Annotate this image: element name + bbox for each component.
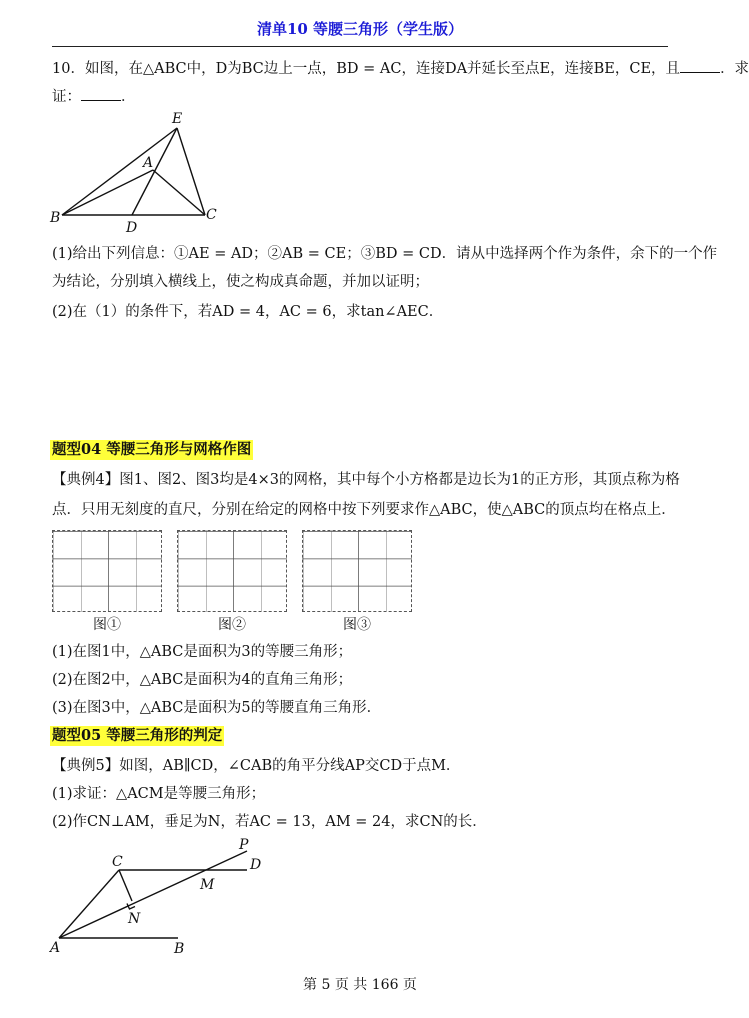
example4-line1: 【典例4】图1、图2、图3均是4×3的网格，其中每个小方格都是边长为1的正方形，其顶点称为格 <box>52 472 680 488</box>
segment-ec <box>177 128 205 215</box>
q10-part1-line1: (1)给出下列信息：①AE = AD；②AB = CE；③BD = CD．请从中选择两个作为条件，余下的一个作 <box>52 246 718 262</box>
example5-item2: (2)作CN⊥AM，垂足为N，若AC = 13，AM = 24，求CN的长． <box>52 814 487 830</box>
q10-part1-line2: 为结论，分别填入横线上，使之构成真命题，并加以证明； <box>52 274 429 290</box>
example5-line1: 【典例5】如图，AB∥CD，∠CAB的角平分线AP交CD于点M． <box>52 758 461 774</box>
label-d: D <box>126 220 138 236</box>
label-e: E <box>172 111 183 127</box>
label-c: C <box>206 207 217 223</box>
label-a: A <box>143 155 154 171</box>
example4-item2: (2)在图2中，△ABC是面积为4的直角三角形； <box>52 672 353 688</box>
example4-line2: 点．只用无刻度的直尺，分别在给定的网格中按下列要求作△ABC，使△ABC的顶点均在格点上． <box>52 502 676 518</box>
grid-caption-3: 图③ <box>343 617 371 633</box>
label-b: B <box>50 210 61 226</box>
grid-figure-2[interactable] <box>177 530 287 612</box>
segment-be <box>62 128 177 215</box>
grid-figure-3[interactable] <box>302 530 412 612</box>
example4-item1: (1)在图1中，△ABC是面积为3的等腰三角形； <box>52 644 353 660</box>
segment-ba <box>62 170 153 215</box>
label-a2: A <box>50 940 61 956</box>
q10-text-line1: 10．如图，在△ABC中，D为BC边上一点，BD = AC，连接DA并延长至点E，连接BE，CE，且 <box>52 61 681 77</box>
q10-text-line2: 证： <box>52 89 81 105</box>
header-divider <box>52 46 668 47</box>
example5-item1: (1)求证：△ACM是等腰三角形； <box>52 786 266 802</box>
label-d2: D <box>250 857 262 873</box>
q10-geometry-figure <box>40 105 240 240</box>
q10-line1 <box>52 58 749 79</box>
section05-title: 题型05 等腰三角形的判定 <box>52 727 223 744</box>
grid-caption-2: 图② <box>218 617 246 633</box>
q10-text-line1-end: ．求 <box>720 61 749 77</box>
section04-title: 题型04 等腰三角形与网格作图 <box>52 441 252 458</box>
grid-figure-1[interactable] <box>52 530 162 612</box>
q10-blank-condition[interactable] <box>680 58 720 73</box>
q10-part2: (2)在（1）的条件下，若AD = 4，AC = 6，求tan∠AEC． <box>52 304 444 320</box>
label-p: P <box>239 837 249 853</box>
example5-geometry-figure <box>40 835 280 960</box>
label-b2: B <box>174 941 185 957</box>
segment-ap <box>59 851 247 938</box>
label-n: N <box>128 911 141 927</box>
segment-cn <box>119 870 132 901</box>
segment-ac <box>59 870 119 938</box>
page-header-title: 清单10 等腰三角形（学生版） <box>256 20 464 38</box>
q10-line2 <box>52 86 136 107</box>
label-c2: C <box>112 854 123 870</box>
segment-de <box>132 128 177 215</box>
example4-item3: (3)在图3中，△ABC是面积为5的等腰直角三角形． <box>52 700 382 716</box>
page-number-footer: 第 5 页 共 166 页 <box>303 977 417 993</box>
q10-blank-conclusion[interactable] <box>81 86 121 101</box>
q10-text-line2-end: ． <box>121 89 136 105</box>
grid-caption-1: 图① <box>93 617 121 633</box>
label-m: M <box>200 877 215 893</box>
